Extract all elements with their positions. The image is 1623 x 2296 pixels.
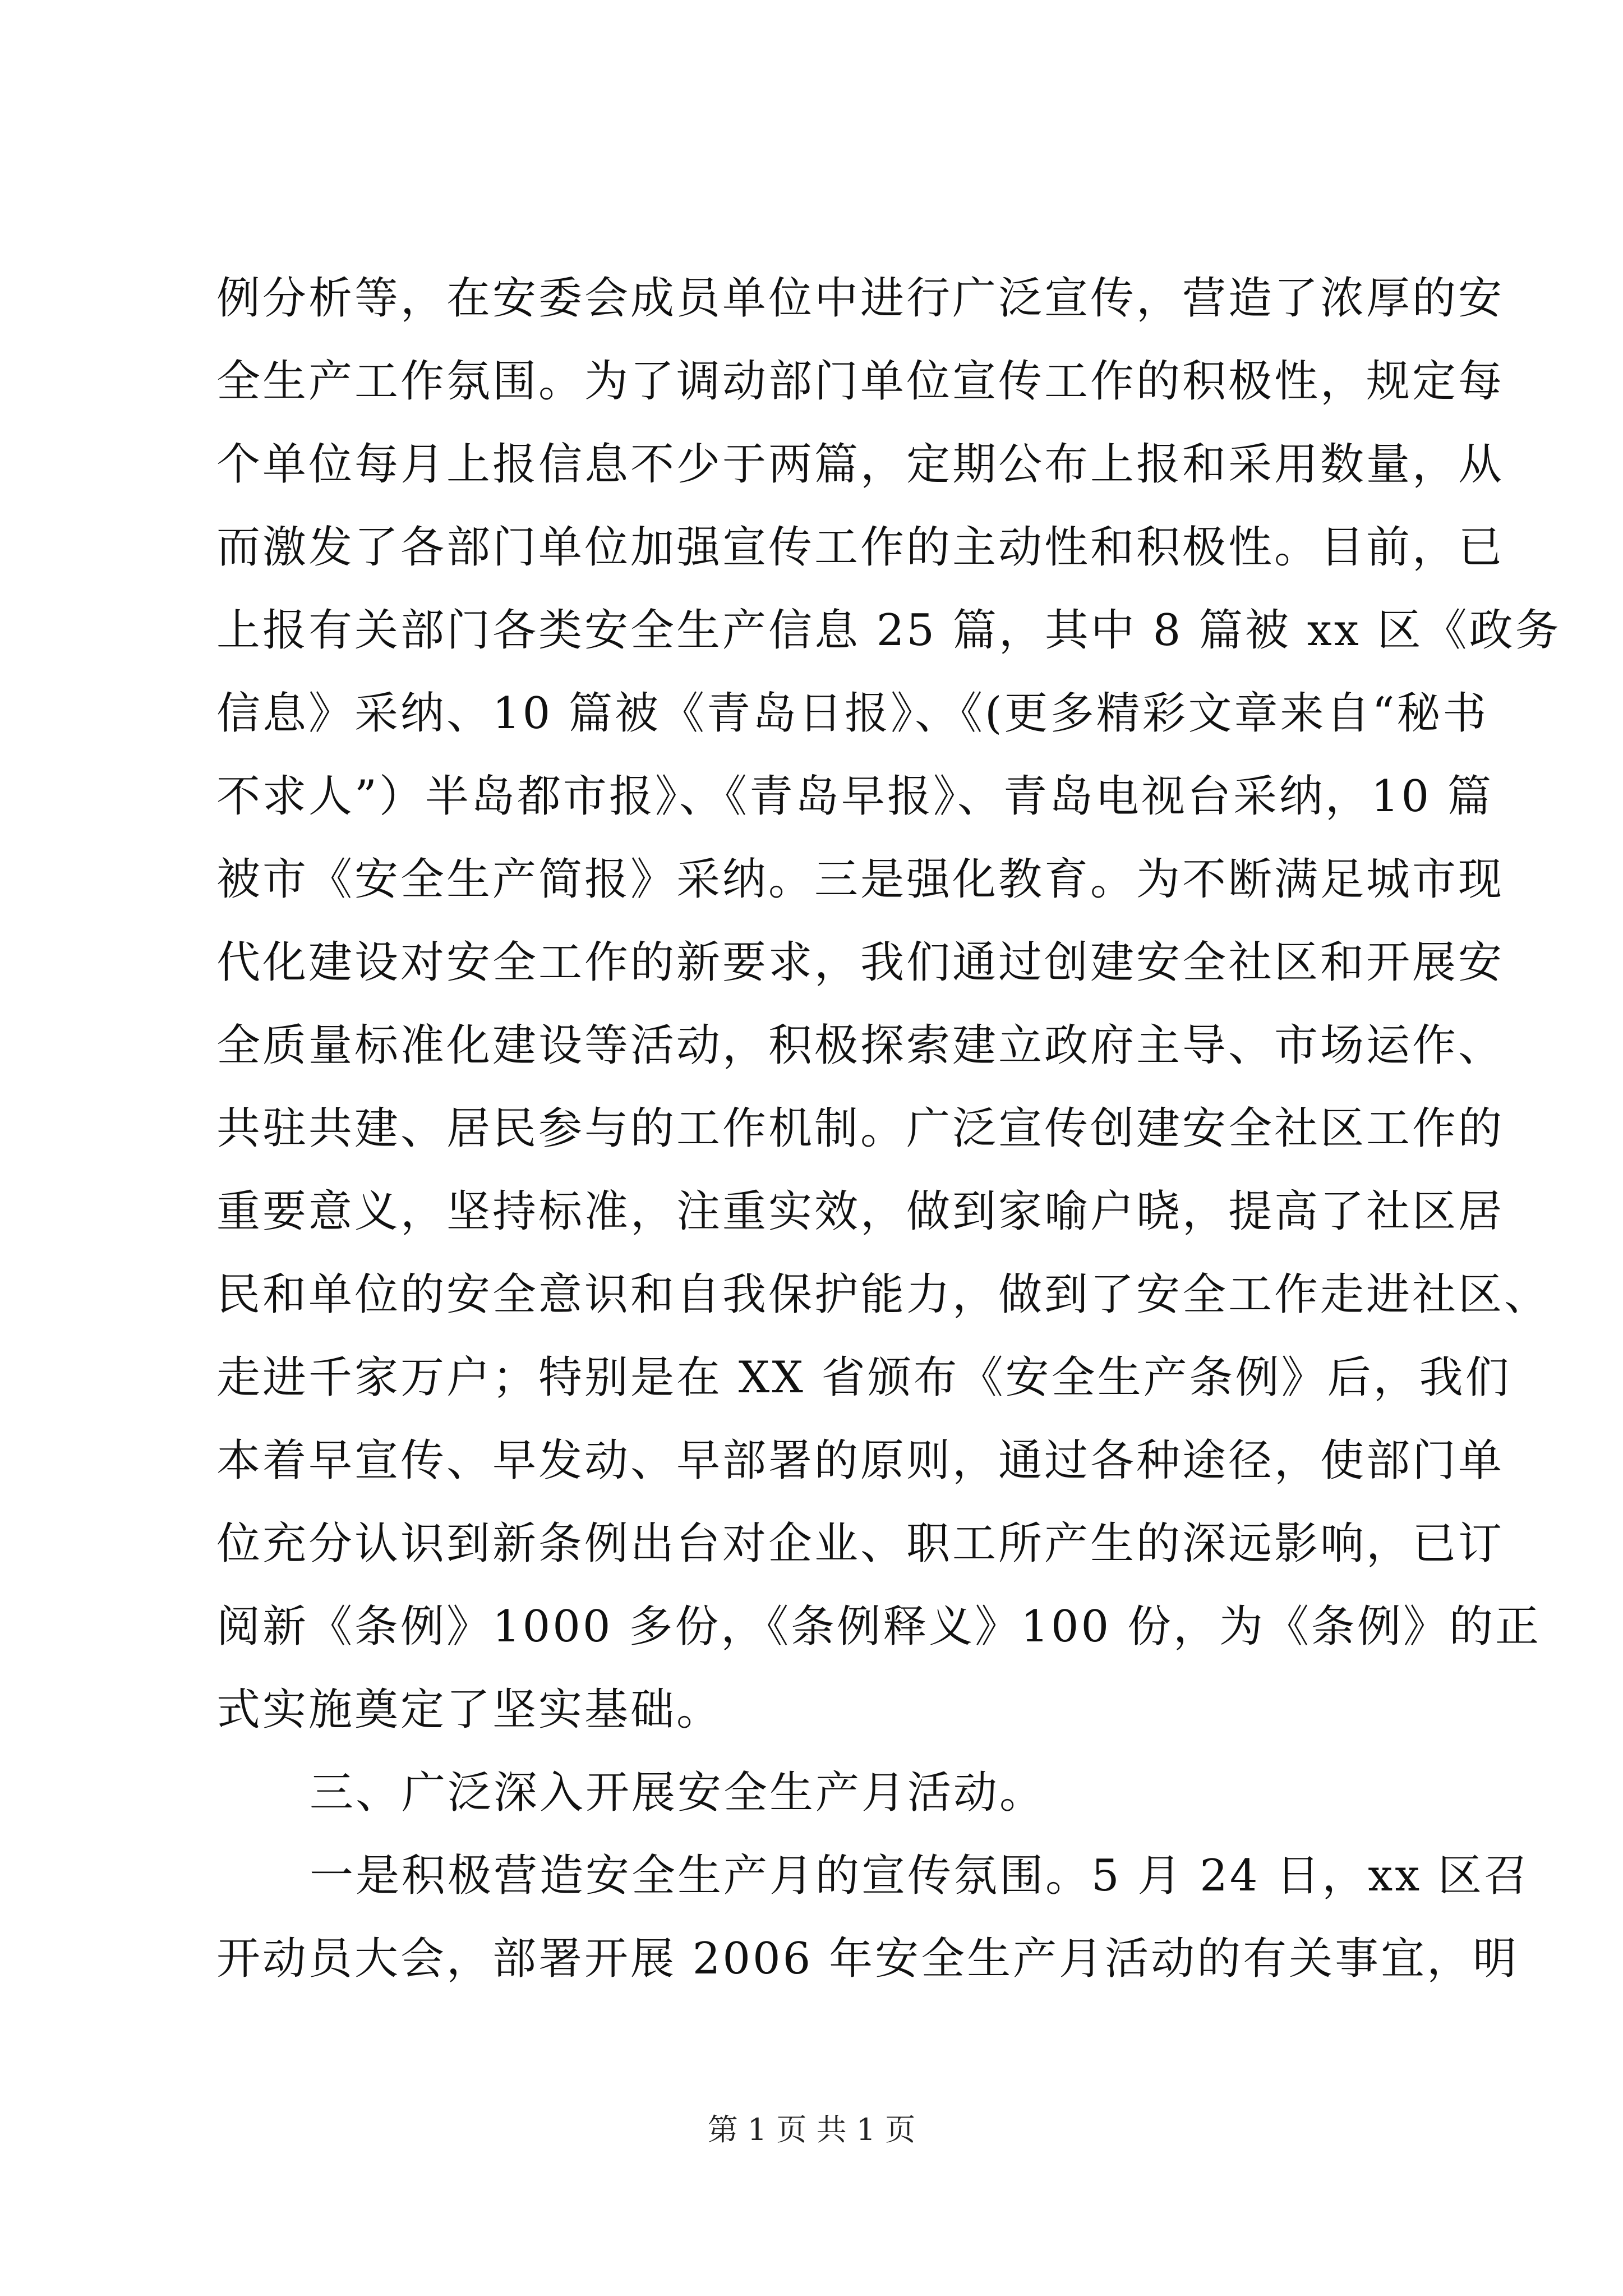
text-line: 位充分认识到新条例出台对企业、职工所产生的深远影响，已订 (216, 1519, 1505, 1569)
text-line: 开动员大会，部署开展 2006 年安全生产月活动的有关事宜，明 (216, 1934, 1519, 1984)
text-line: 共驻共建、居民参与的工作机制。广泛宣传创建安全社区工作的 (216, 1103, 1505, 1154)
text-line: 信息》采纳、10 篇被《青岛日报》、《(更多精彩文章来自“秘书 (216, 688, 1489, 739)
text-line: 代化建设对安全工作的新要求，我们通过创建安全社区和开展安 (216, 937, 1505, 988)
text-line: 重要意义，坚持标准，注重实效，做到家喻户晓，提高了社区居 (216, 1186, 1505, 1237)
text-line: 而激发了各部门单位加强宣传工作的主动性和积极性。目前，已 (216, 522, 1505, 573)
section-heading: 三、广泛深入开展安全生产月活动。 (310, 1768, 1046, 1818)
text-line: 全质量标准化建设等活动，积极探索建立政府主导、市场运作、 (216, 1020, 1505, 1071)
text-line: 不求人”）半岛都市报》、《青岛早报》、青岛电视台采纳，10 篇 (216, 771, 1493, 822)
text-line: 被市《安全生产简报》采纳。三是强化教育。为不断满足城市现 (216, 854, 1505, 905)
text-line: 民和单位的安全意识和自我保护能力，做到了安全工作走进社区、 (216, 1269, 1551, 1320)
text-line: 走进千家万户；特别是在 XX 省颁布《安全生产条例》后，我们 (216, 1352, 1511, 1403)
page-footer: 第 1 页 共 1 页 (707, 2112, 916, 2147)
text-line: 例分析等，在安委会成员单位中进行广泛宣传，营造了浓厚的安 (216, 273, 1505, 324)
text-line: 本着早宣传、早发动、早部署的原则，通过各种途径，使部门单 (216, 1435, 1505, 1486)
paragraph-first-line: 一是积极营造安全生产月的宣传氛围。5 月 24 日，xx 区召 (310, 1851, 1530, 1901)
document-body (216, 257, 1561, 2000)
text-line: 全生产工作氛围。为了调动部门单位宣传工作的积极性，规定每 (216, 356, 1505, 407)
text-line: 个单位每月上报信息不少于两篇，定期公布上报和采用数量，从 (216, 439, 1505, 490)
text-line: 式实施奠定了坚实基础。 (216, 1685, 723, 1735)
text-line: 阅新《条例》1000 多份，《条例释义》100 份，为《条例》的正 (216, 1602, 1541, 1652)
text-line: 上报有关部门各类安全生产信息 25 篇，其中 8 篇被 xx 区《政务 (216, 605, 1561, 656)
